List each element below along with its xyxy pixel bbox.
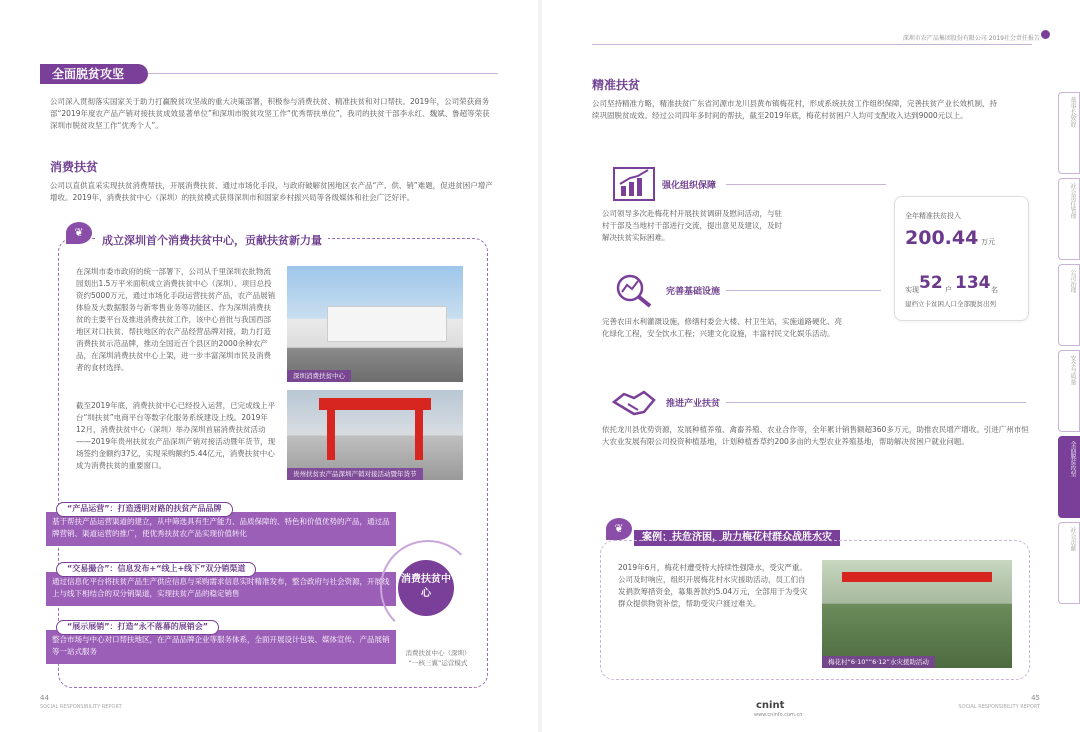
event-photo — [287, 390, 463, 480]
case-photo — [822, 560, 1012, 668]
section-banner: 全面脱贫攻坚 — [40, 64, 148, 84]
box-title: 成立深圳首个消费扶贫中心，贡献扶贫新力量 — [96, 232, 328, 248]
case-text: 2019年6月，梅花村遭受特大持续性强降水，受灾严重。公司及时响应，组织开展梅花村水灾援助活动，员工们自发捐款筹措资金，募集善款约5.04万元，全部用于为受灾群众提供物资补偿，帮助受灾户渡过难关。 — [618, 563, 808, 608]
strategy-2-tag: “交易撮合”：信息发布+“线上+线下”双分销渠道 — [56, 562, 256, 577]
stats-unit-2: 名 — [991, 286, 998, 294]
strategy-3-tag: “展示展销”：打造“永不落幕的展销会” — [56, 620, 219, 635]
stats-value-2a: 52 — [919, 273, 943, 293]
case-title: 案例：扶危济困，助力梅花村群众战胜水灾 — [634, 530, 840, 546]
strategy-1-text: 基于帮扶产品运营渠道的建立，从中筛选具有生产能力、品质保障的、特色和价值优势的产品，通过品牌营销、渠道运营的推广，使优秀扶贫农产品实现价值转化 — [46, 512, 396, 546]
leaf-icon: ❦ — [66, 222, 92, 244]
bar-chart-icon — [612, 166, 656, 202]
red-arch-top — [319, 398, 431, 410]
stats-card — [894, 196, 1029, 321]
divider — [726, 402, 1026, 403]
strategy-3-text: 整合市场与中心对口帮扶地区，在产品品牌企业等服务体系，全面开展设计包装、媒体宣传、产品展销等一站式服务 — [46, 630, 396, 664]
tab-chapter-6[interactable]: 社会贡献 — [1058, 522, 1080, 604]
magnify-icon — [612, 272, 656, 308]
banner-shape — [842, 572, 992, 582]
consumption-paragraph: 公司以直供直采实现扶贫消费帮扶，开展消费扶贫、通过市场化手段，与政府破解贫困地区农产品“产、供、销”难题，促进贫困户增产增收。2019年，消费扶贫中心（深圳）的扶贫模式获得深圳市和国家乡村振兴局等各级媒体和社会广泛好评。 — [50, 181, 493, 202]
precision-heading: 精准扶贫 — [592, 78, 641, 92]
intro-paragraph: 公司深入贯彻落实国家关于助力打赢脱贫攻坚战的重大决策部署，积极参与消费扶贫、精准扶贫和对口帮扶。2019年，公司荣获商务部“2019年度农产品产销对接扶贫成效显著单位”和深圳市脱贫攻坚工作“优秀帮扶单位”，我司的扶贫干部李永红、魏斌、鲁超等荣获深圳市脱贫攻坚工作“优秀个人”。 — [50, 97, 490, 130]
item-3-text: 依托龙川县优势资源，发展种植养殖、禽畜养殖、农业合作等，全年累计销售额超360多万元，助推农民增产增收。引进广州市恒大农业发展有限公司投资种植基地，计划种植香草约200多亩的大型农业养殖基地，帮助解决贫困户就业问题。 — [602, 425, 1029, 446]
consumption-heading: 消费扶贫 — [50, 160, 99, 174]
photo-caption: 贵州扶贫农产品深圳产销对接活动暨年货节 — [287, 468, 423, 480]
page-number: 45 — [1031, 694, 1040, 702]
divider — [726, 184, 886, 185]
logo-url: www.cninfo.com.cn — [754, 712, 803, 718]
building-shape — [327, 306, 447, 342]
header-line — [592, 44, 1032, 45]
box-paragraph-1: 在深圳市委市政府的统一部署下，公司从千里深圳农批物流园划出1.5万平米面积成立消费扶贫中心（深圳）、项目总投资约5000万元，通过市场化手段运营扶贫产品，农产品展销体验及大数据服务与新零售业务等功能区、作为深圳消费扶贫的主要平台及推进消费扶贫工作，该中心首批与我国西部地区对口扶贫、帮扶地区的农产品经营品牌对接，助力打造消费扶贫示范品牌，推动全国近百个县区的2000余种农产品，在深圳消费扶贫中心上架，进一步丰富深圳市民及消费者的食材选择。 — [76, 267, 276, 372]
red-arch-right — [415, 410, 423, 460]
stats-sep: 户 — [945, 286, 952, 294]
tab-chapter-4[interactable]: 安全与质量 — [1058, 350, 1080, 432]
red-arch-left — [327, 410, 335, 460]
cnint-logo: cnint — [756, 700, 785, 711]
strategy-2-text: 通过信息化平台将扶贫产品生产供应信息与采购需求信息实时精准发布，整合政府与社会资源，开展线上与线下相结合的双分销渠道，实现扶贫产品的稳定销售 — [46, 572, 396, 606]
footer-text: SOCIAL RESPONSIBILITY REPORT — [40, 704, 122, 710]
divider — [726, 290, 881, 291]
stats-label-2: 建档立卡贫困人口全部脱贫出列 — [905, 300, 996, 308]
header-text: 深圳市农产品集团股份有限公司 2019社会责任报告 — [902, 35, 1040, 42]
center-caption: 消费扶贫中心（深圳） “一核三翼”运营模式 — [405, 649, 471, 667]
footer-text: SOCIAL RESPONSIBILITY REPORT — [958, 704, 1040, 710]
handshake-icon — [612, 384, 656, 420]
page-number: 44 — [40, 694, 49, 702]
stats-value-1: 200.44 — [905, 227, 979, 249]
item-1-text: 公司领导多次赴梅花村开展扶贫调研及慰问活动，与驻村干部及当地村干部进行交流，提出意见及建议，及时解决扶贫实际困难。 — [602, 209, 782, 242]
leaf-icon: ❦ — [606, 518, 632, 540]
item-2-text: 完善农田水利灌溉设施，修缮村委会大楼、村卫生站，实施道路硬化、亮化绿化工程，安全饮水工程；兴建文化设施，丰富村民文化娱乐活动。 — [602, 317, 842, 338]
divider — [148, 73, 498, 74]
strategy-1-tag: “产品运营”：打造透明对路的扶贫产品品牌 — [56, 502, 233, 517]
stats-prefix: 实现 — [905, 286, 919, 294]
item-1-title: 强化组织保障 — [662, 181, 717, 191]
photo-caption: 梅花村“6·10”“6·12”水灾援助活动 — [822, 656, 935, 668]
box-paragraph-2: 截至2019年底，消费扶贫中心已经投入运营，已完成线上平台“圳扶贫”电商平台等数字化服务系统建设上线。2019年12月，消费扶贫中心（深圳）举办深圳首届消费扶贫活动——2019年贵州扶贫农产品深圳产销对接活动暨年货节，现场签约金额约37亿，实现采购额约5.44亿元，消费扶贫中心成为消费扶贫的重要窗口。 — [76, 401, 276, 470]
precision-intro: 公司坚持精准方略，精准扶贫广东省河源市龙川县黄布镇梅花村，形成系统扶贫工作组织保障，完善扶贫产业长效机制，持续巩固脱贫成效。经过公司四年多时间的帮扶，截至2019年底，梅花村贫困户人均可支配收入达到9000元以上。 — [592, 99, 997, 120]
right-page — [542, 0, 1080, 732]
tab-chapter-1[interactable]: 董事长致辞 — [1058, 92, 1080, 174]
tab-chapter-2[interactable]: 社会责任管理 — [1058, 178, 1080, 260]
photo-caption: 深圳消费扶贫中心 — [287, 370, 351, 382]
item-2-title: 完善基础设施 — [666, 287, 721, 297]
chapter-tabs — [1050, 88, 1080, 604]
header-dot-icon — [1041, 30, 1050, 39]
stats-unit-1: 万元 — [981, 238, 995, 246]
stats-value-2b: 134 — [955, 273, 991, 293]
item-3-title: 推进产业扶贫 — [666, 399, 721, 409]
stats-label-1: 全年精准扶贫投入 — [905, 212, 961, 220]
left-page — [0, 0, 538, 732]
center-circle: 消费扶贫中心 — [398, 560, 454, 616]
tab-chapter-3[interactable]: 公司治理 — [1058, 264, 1080, 346]
tab-chapter-5[interactable]: 全面脱贫攻坚 — [1058, 436, 1080, 518]
center-building-photo — [287, 266, 463, 382]
